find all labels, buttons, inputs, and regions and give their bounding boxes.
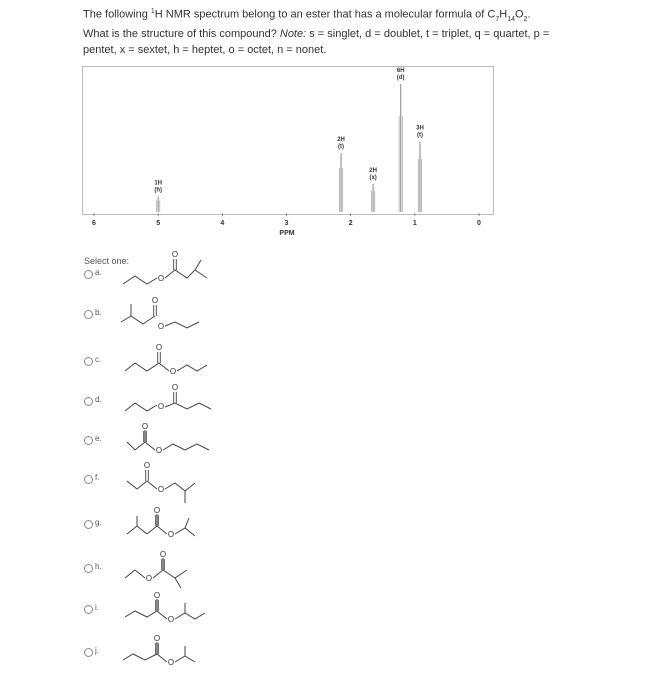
bond [125,363,169,371]
ester-oxygen: O [145,574,153,583]
carbonyl-oxygen: O [171,383,179,392]
bond [127,430,145,450]
carbonyl-oxygen: O [153,634,161,643]
carbonyl-oxygen: O [143,461,151,470]
option-letter: i. [95,603,99,612]
bond [157,654,167,662]
bond [175,656,195,662]
peak-multiplicity: (d) [396,75,405,81]
tick-label: 1 [412,220,417,227]
ester-oxygen: O [157,274,165,283]
spectrum-frame [83,67,494,215]
option-letter: e. [95,434,102,443]
carbonyl-oxygen: O [141,422,149,431]
ester-oxygen: O [157,485,165,494]
bond [157,611,167,619]
bond [137,526,147,534]
option-letter: d. [95,395,102,404]
peak-0 [154,181,162,212]
peak-integration: 3H [416,125,424,132]
bond [125,403,157,411]
tick-label: 5 [156,220,161,227]
ester-oxygen: O [157,402,165,411]
bond [165,403,211,409]
peak-integration: 2H [337,137,345,144]
peak-1 [337,137,345,212]
select-one-label: Select one: [84,256,130,266]
bond [157,526,167,534]
tick-label: 4 [220,220,225,227]
carbonyl-oxygen: O [171,250,179,259]
tick-label: 0 [477,220,481,227]
bond [175,613,205,619]
option-letter: g. [95,518,102,527]
ester-oxygen: O [157,322,165,331]
spectrum-peaks [154,68,423,212]
radio-button[interactable] [84,475,93,484]
bond [123,654,157,660]
peak-2 [369,168,377,212]
ester-oxygen: O [167,615,175,624]
structure-drawing [111,630,221,674]
structure-drawing [111,457,221,501]
bond [165,270,207,278]
structure-drawing [111,418,221,462]
bond [147,526,157,534]
peak-4 [416,126,424,212]
ester-oxygen: O [167,658,175,667]
peak-3 [397,68,405,212]
bond [177,365,207,371]
option-letter: a. [95,268,102,277]
bond [125,611,157,617]
tick-label: 3 [284,220,289,227]
note-label: Note: [279,28,307,41]
bond [153,570,187,578]
structure-drawing [111,546,221,590]
peak-integration: 1H [154,180,163,187]
peak-integration: 6H [396,68,405,74]
option-j[interactable] [84,634,384,694]
radio-button[interactable] [84,310,93,319]
radio-button[interactable] [84,270,93,279]
peak-multiplicity: (h) [154,187,163,194]
tick-label: 6 [92,220,96,227]
bond [123,276,157,284]
ester-oxygen: O [155,446,163,455]
ester-oxygen: O [169,367,177,376]
bond [165,322,199,328]
peak-integration: 2H [369,167,377,174]
carbonyl-oxygen: O [153,506,161,515]
tick-label: 2 [348,220,353,227]
bond [131,316,155,324]
structure-drawing [111,379,221,423]
peak-multiplicity: (t) [338,144,345,151]
carbonyl-oxygen: O [159,550,167,559]
radio-button[interactable] [84,357,93,366]
radio-button[interactable] [84,648,93,657]
radio-button[interactable] [84,397,93,406]
carbonyl-oxygen: O [151,296,159,305]
radio-button[interactable] [84,605,93,614]
peak-multiplicity: (t) [416,132,423,139]
question-text: The following $^1$H NMR spectrum belong to an ester that has a molecular formula of $C_7H_{14}O_2$. What is the structure of this compound? Note: s = singlet, d = doublet, t = triplet, q = quartet, p = pentet, x = sextet, h = heptet, o = octet, n = nonet. [83,8,550,56]
peak-multiplicity: (x) [369,174,377,181]
structure-drawing [111,292,221,336]
structure-drawing [111,502,221,546]
option-letter: b. [95,308,102,317]
bond [125,570,145,578]
ester-oxygen: O [167,530,175,539]
bond [145,442,155,450]
radio-button[interactable] [84,564,93,573]
bond [121,304,131,322]
bond [127,516,137,534]
bond [165,483,195,491]
spectrum-x-ticks [92,213,481,227]
carbonyl-oxygen: O [155,343,163,352]
radio-button[interactable] [84,520,93,529]
structure-drawing [111,587,221,631]
option-letter: h. [95,562,102,571]
option-letter: c. [95,355,102,364]
option-letter: f. [95,473,100,482]
bond [127,481,147,489]
spectrum-xlabel: PPM [279,230,295,237]
bond [195,260,201,270]
bond [147,481,157,489]
structure-drawing [111,252,221,296]
option-letter: j. [95,646,99,655]
bond [175,528,195,536]
nmr-spectrum [82,66,494,238]
structure-drawing [111,339,221,383]
radio-button[interactable] [84,436,93,445]
bond [163,444,209,450]
bond [185,518,189,528]
carbonyl-oxygen: O [153,591,161,600]
